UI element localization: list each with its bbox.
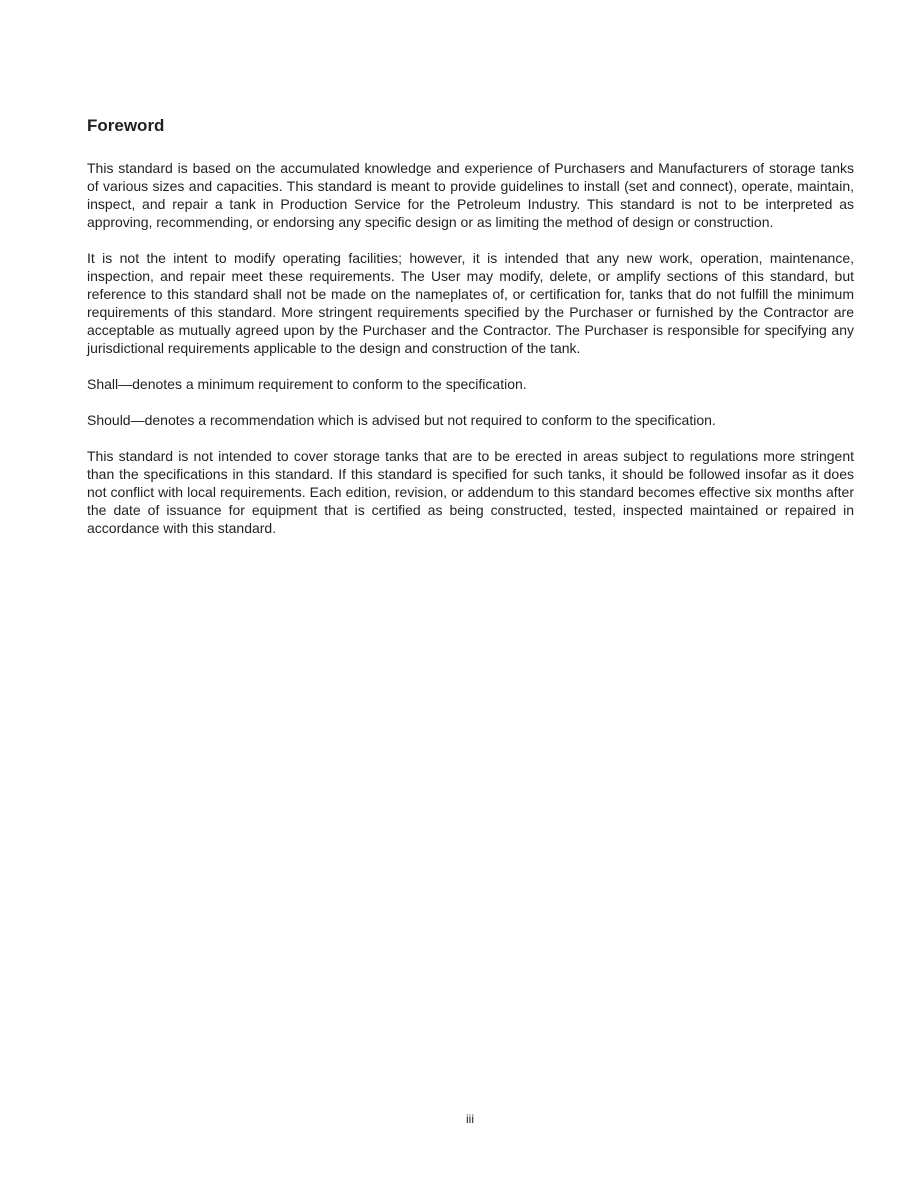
section-heading: Foreword — [87, 116, 165, 135]
paragraph-should-definition: Should—denotes a recommendation which is advised but not required to conform to the specification. — [87, 412, 716, 428]
paragraph-scope-effective-date: This standard is not intended to cover storage tanks that are to be erected in areas subject to regulations more stringent than the specifications in this standard. If this standard is specified for such tanks, it should be followed insofar as it does not conflict with local requirements. Each edition, revision, or addendum to this standard becomes effective six months after the date of issuance for equipment that is certified as being constructed, tested, inspected maintained or repaired in accordance with this standard. — [87, 448, 854, 536]
foreword-body — [87, 159, 854, 555]
paragraph-purpose: This standard is based on the accumulated knowledge and experience of Purchasers and Manufacturers of storage tanks of various sizes and capacities. This standard is meant to provide guidelines to install (set and connect), operate, maintain, inspect, and repair a tank in Production Service for the Petroleum Industry. This standard is not to be interpreted as approving, recommending, or endorsing any specific design or as limiting the method of design or construction. — [87, 160, 854, 230]
paragraph-shall-definition: Shall—denotes a minimum requirement to conform to the specification. — [87, 376, 527, 392]
page-number: iii — [466, 1112, 474, 1126]
paragraph-intent: It is not the intent to modify operating facilities; however, it is intended that any new work, operation, maintenance, inspection, and repair meet these requirements. The User may modify, delete, or amplify sections of this standard, but reference to this standard shall not be made on the nameplates of, or certification for, tanks that do not fulfill the minimum requirements of this standard. More stringent requirements specified by the Purchaser or furnished by the Contractor are acceptable as mutually agreed upon by the Purchaser and the Contractor. The Purchaser is responsible for specifying any jurisdictional requirements applicable to the design and construction of the tank. — [87, 250, 854, 356]
